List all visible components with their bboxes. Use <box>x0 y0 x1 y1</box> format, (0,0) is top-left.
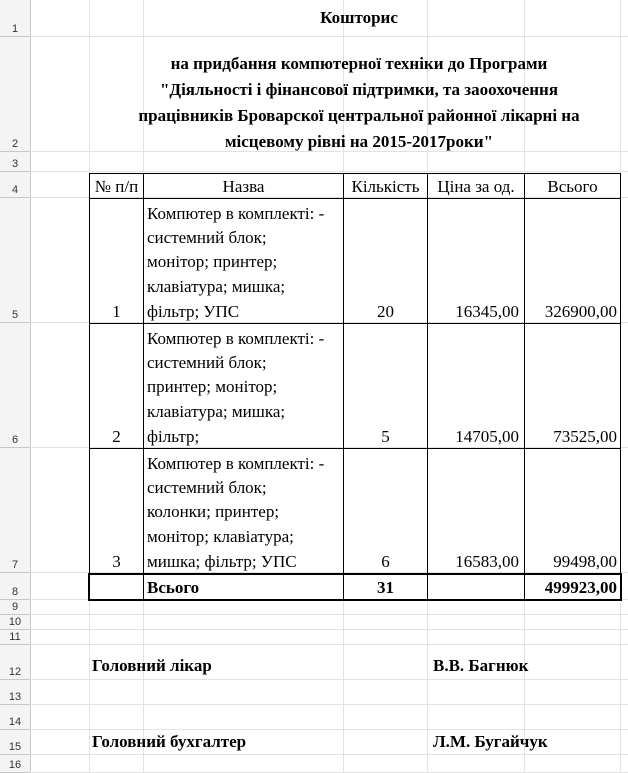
row-name-line: Компютер в комплекті: - <box>147 204 325 223</box>
row-name-line: колонки; принтер; <box>147 502 280 521</box>
table-row-border <box>89 323 621 324</box>
table-top-border <box>89 173 621 174</box>
grid-row-line <box>30 679 628 680</box>
row-number: 2 <box>112 427 121 446</box>
row-total: 99498,00 <box>553 552 617 571</box>
subtitle-line: працівників Броварскої центральної районної лікарні на <box>138 106 580 125</box>
row-unit-price: 16345,00 <box>455 302 519 321</box>
header-unit-price: Ціна за од. <box>437 177 515 196</box>
row-header-cell[interactable]: 3 <box>0 152 30 172</box>
row-name-line: монітор; принтер; <box>147 252 278 271</box>
table-row-border <box>89 448 621 449</box>
grid-row-line <box>30 704 628 705</box>
row-name-line: системний блок; <box>147 228 267 247</box>
signature-role: Головний бухгалтер <box>92 732 247 751</box>
total-row-top-border <box>88 573 622 575</box>
subtitle-line: "Діяльності і фінансової підтримки, та заоохочення <box>159 80 559 99</box>
table-column-border <box>89 173 90 600</box>
total-row-bottom-border <box>88 599 622 601</box>
header-total: Всього <box>547 177 598 196</box>
table-column-border <box>620 173 621 600</box>
row-header-cell[interactable]: 9 <box>0 600 30 615</box>
grid-row-line <box>30 171 628 172</box>
row-name-line: монітор; клавіатура; <box>147 527 294 546</box>
row-number: 1 <box>112 302 121 321</box>
total-row-left-border <box>88 573 90 601</box>
row-header-cell[interactable]: 8 <box>0 573 30 600</box>
grid-row-line <box>30 754 628 755</box>
row-number: 3 <box>112 552 121 571</box>
table-column-border <box>343 173 344 600</box>
total-label: Всього <box>147 578 200 597</box>
row-name-line: Компютер в комплекті: - <box>147 329 325 348</box>
row-unit-price: 16583,00 <box>455 552 519 571</box>
row-header-cell[interactable]: 6 <box>0 323 30 448</box>
total-quantity: 31 <box>377 578 394 597</box>
row-header-cell[interactable]: 15 <box>0 730 30 755</box>
signature-name: Л.М. Бугайчук <box>433 732 548 751</box>
row-quantity: 20 <box>377 302 394 321</box>
total-row-right-border <box>620 573 622 601</box>
row-header-cell[interactable]: 10 <box>0 615 30 630</box>
row-header-cell[interactable]: 7 <box>0 448 30 573</box>
row-name-line: клавіатура; мишка; <box>147 402 286 421</box>
row-header-cell[interactable]: 11 <box>0 630 30 645</box>
row-total: 326900,00 <box>544 302 617 321</box>
row-name-line: фільтр; <box>147 427 200 446</box>
row-header-cell[interactable]: 1 <box>0 0 30 37</box>
signature-name: В.В. Багнюк <box>433 656 529 675</box>
row-name-line: мишка; фільтр; УПС <box>147 552 297 571</box>
subtitle-line: місцевому рівні на 2015-2017роки" <box>224 132 494 151</box>
table-row-border <box>89 198 621 199</box>
row-name-line: фільтр; УПС <box>147 302 240 321</box>
header-name: Назва <box>222 177 265 196</box>
table-column-border <box>524 173 525 600</box>
grid-row-line <box>30 729 628 730</box>
row-header-cell[interactable]: 12 <box>0 645 30 680</box>
row-header-cell[interactable]: 13 <box>0 680 30 705</box>
table-column-border <box>427 173 428 600</box>
grid-row-line <box>30 629 628 630</box>
row-header-cell[interactable]: 4 <box>0 172 30 198</box>
row-unit-price: 14705,00 <box>455 427 519 446</box>
row-header-cell[interactable]: 2 <box>0 37 30 152</box>
row-name-line: принтер; монітор; <box>147 377 278 396</box>
row-quantity: 6 <box>381 552 390 571</box>
header-number: № п/п <box>94 177 139 196</box>
signature-role: Головний лікар <box>92 656 212 675</box>
row-header-cell[interactable]: 16 <box>0 755 30 773</box>
row-quantity: 5 <box>381 427 390 446</box>
row-name-line: системний блок; <box>147 353 267 372</box>
row-header-cell[interactable]: 5 <box>0 198 30 323</box>
row-name-line: клавіатура; мишка; <box>147 277 286 296</box>
document-title: Кошторис <box>320 8 398 27</box>
row-name-line: Компютер в комплекті: - <box>147 454 325 473</box>
header-quantity: Кількість <box>351 177 420 196</box>
table-column-border <box>143 173 144 600</box>
grid-row-line <box>30 614 628 615</box>
subtitle-line: на придбання компютерної техніки до Програми <box>170 54 548 73</box>
row-name-line: системний блок; <box>147 478 267 497</box>
grid-row-line <box>30 36 628 37</box>
total-sum: 499923,00 <box>544 578 617 597</box>
row-header-cell[interactable]: 14 <box>0 705 30 730</box>
row-total: 73525,00 <box>553 427 617 446</box>
grid-row-line <box>30 644 628 645</box>
